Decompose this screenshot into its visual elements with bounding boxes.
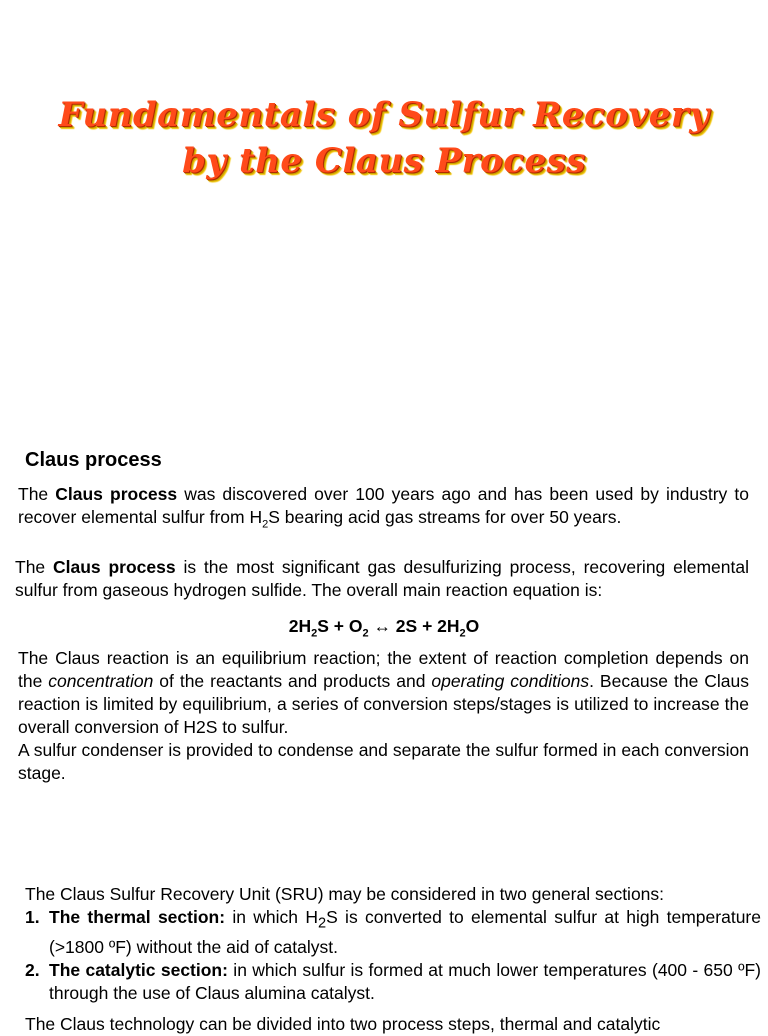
sru-sections [25, 883, 761, 1005]
bold-term: Claus process [55, 484, 178, 504]
text: S is converted to elemental sulfur at high temperature (>1800 ºF) without the aid of catalyst. [49, 907, 761, 957]
paragraph-equilibrium [18, 647, 749, 785]
subscript: 2 [317, 915, 327, 932]
section-heading: Claus process [25, 449, 162, 471]
sru-intro: The Claus Sulfur Recovery Unit (SRU) may be considered in two general sections: [25, 884, 665, 904]
title-line-2: by the Claus Process [182, 141, 586, 181]
text: . Because the Claus reaction is limited by equilibrium, a series of conversion steps/stages is utilized to increase the overall conversion of H2S to sulfur. [18, 671, 749, 737]
italic-term: concentration [48, 671, 154, 691]
text: was discovered over 100 years ago and has been used by industry to recover elemental sulfur from H [18, 484, 749, 527]
eq-part: 2H [288, 616, 312, 636]
text: S bearing acid gas streams for over 50 years. [268, 507, 622, 527]
text: is the most significant gas desulfurizing process, recovering elemental sulfur from gaseous hydrogen sulfide. The overall main reaction equation is: [15, 557, 749, 600]
text: The [18, 484, 56, 504]
eq-subscript: 2 [311, 627, 318, 640]
list-item [25, 906, 761, 959]
text: of the reactants and products and [153, 671, 432, 691]
list-body [49, 959, 761, 1005]
text: The Claus reaction is an equilibrium reaction; the extent of reaction completion depends on the [18, 648, 749, 691]
eq-part: O [465, 616, 480, 636]
text: in which sulfur is formed at much lower temperatures (400 - 650 ºF) through the use of Claus alumina catalyst. [49, 959, 761, 1003]
bold-term: Claus process [53, 557, 176, 577]
italic-term: operating conditions [431, 671, 590, 691]
list-item [25, 959, 761, 1005]
text: in which H [225, 907, 318, 927]
eq-part: ↔ 2S + 2H [368, 616, 460, 636]
eq-subscript: 2 [362, 627, 369, 640]
paragraph-history [18, 483, 749, 537]
bold-term: The thermal section: [49, 907, 226, 927]
paragraph-significance [15, 556, 749, 602]
list-number: 2. [25, 959, 40, 980]
title-line-1: Fundamentals of Sulfur Recovery [58, 95, 710, 135]
list-number: 1. [25, 907, 40, 927]
text: A sulfur condenser is provided to condense and separate the sulfur formed in each conversion stage. [18, 740, 749, 783]
reaction-equation [0, 616, 768, 640]
bold-term: The catalytic section: [49, 959, 228, 980]
eq-part: S + O [317, 616, 363, 636]
eq-subscript: 2 [459, 627, 466, 640]
document-title [0, 92, 768, 184]
text: The [15, 557, 53, 577]
cutoff-text: The Claus technology can be divided into two process steps, thermal and catalytic [25, 1014, 661, 1034]
list-body [49, 906, 761, 959]
subscript: 2 [262, 518, 269, 531]
